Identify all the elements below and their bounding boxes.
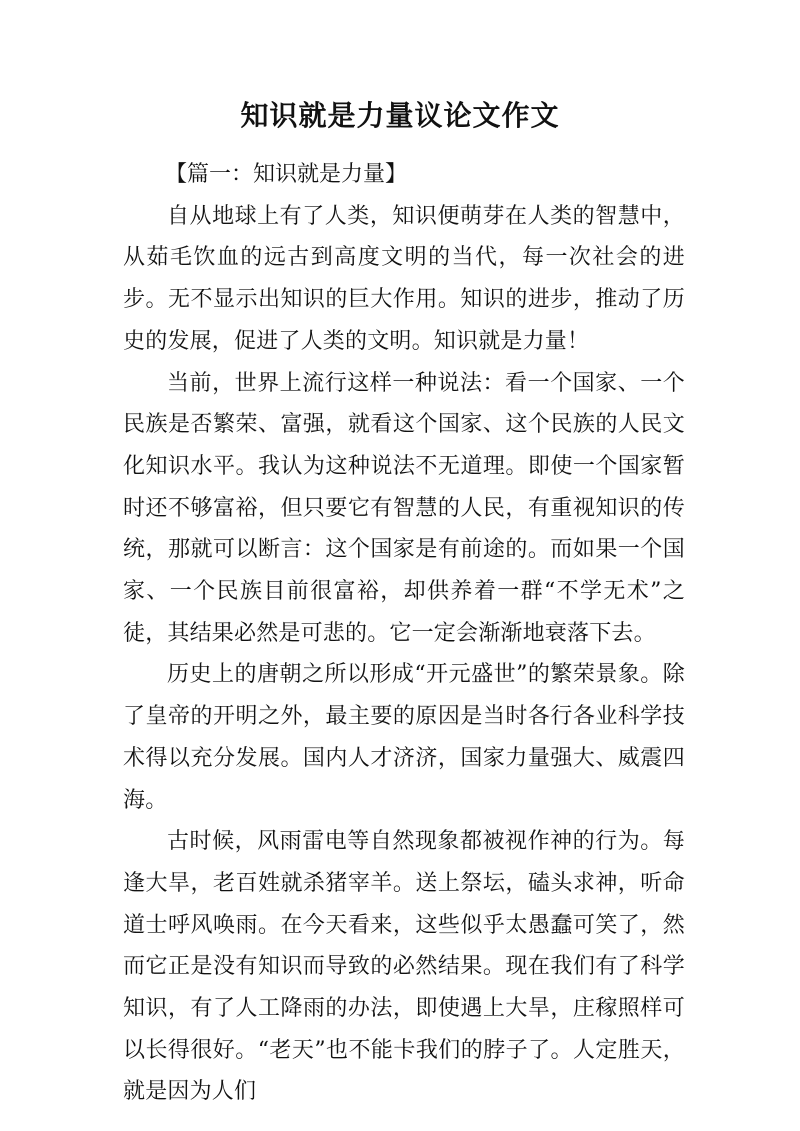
paragraph-3: 历史上的唐朝之所以形成“开元盛世”的繁荣景象。除了皇帝的开明之外，最主要的原因是当时各行各业科学技术得以充分发展。国内人才济济，国家力量强大、威震四海。 — [123, 662, 685, 813]
paragraph-1: 自从地球上有了人类，知识便萌芽在人类的智慧中，从茹毛饮血的远古到高度文明的当代，每一次社会的进步。无不显示出知识的巨大作用。知识的进步，推动了历史的发展，促进了人类的文明。知识就是力量！ — [123, 203, 685, 354]
paragraph-2: 当前，世界上流行这样一种说法：看一个国家、一个民族是否繁荣、富强，就看这个国家、这个民族的人民文化知识水平。我认为这种说法不无道理。即使一个国家暂时还不够富裕，但只要它有智慧的人民，有重视知识的传统，那就可以断言：这个国家是有前途的。而如果一个国家、一个民族目前很富裕，却供养着一群“不学无术”之徒，其结果必然是可悲的。它一定会渐渐地衰落下去。 — [123, 370, 685, 646]
section-heading: 【篇一：知识就是力量】 — [165, 162, 408, 187]
document-title: 知识就是力量议论文作文 — [240, 99, 560, 132]
paragraph-4: 古时候，风雨雷电等自然现象都被视作神的行为。每逢大旱，老百姓就杀猪宰羊。送上祭坛，磕头求神，听命道士呼风唤雨。在今天看来，这些似乎太愚蠢可笑了，然而它正是没有知识而导致的必然结果。现在我们有了科学知识，有了人工降雨的办法，即使遇上大旱，庄稼照样可以长得很好。“老天”也不能卡我们的脖子了。人定胜天，就是因为人们 — [123, 829, 685, 1105]
document-body — [123, 154, 685, 1113]
